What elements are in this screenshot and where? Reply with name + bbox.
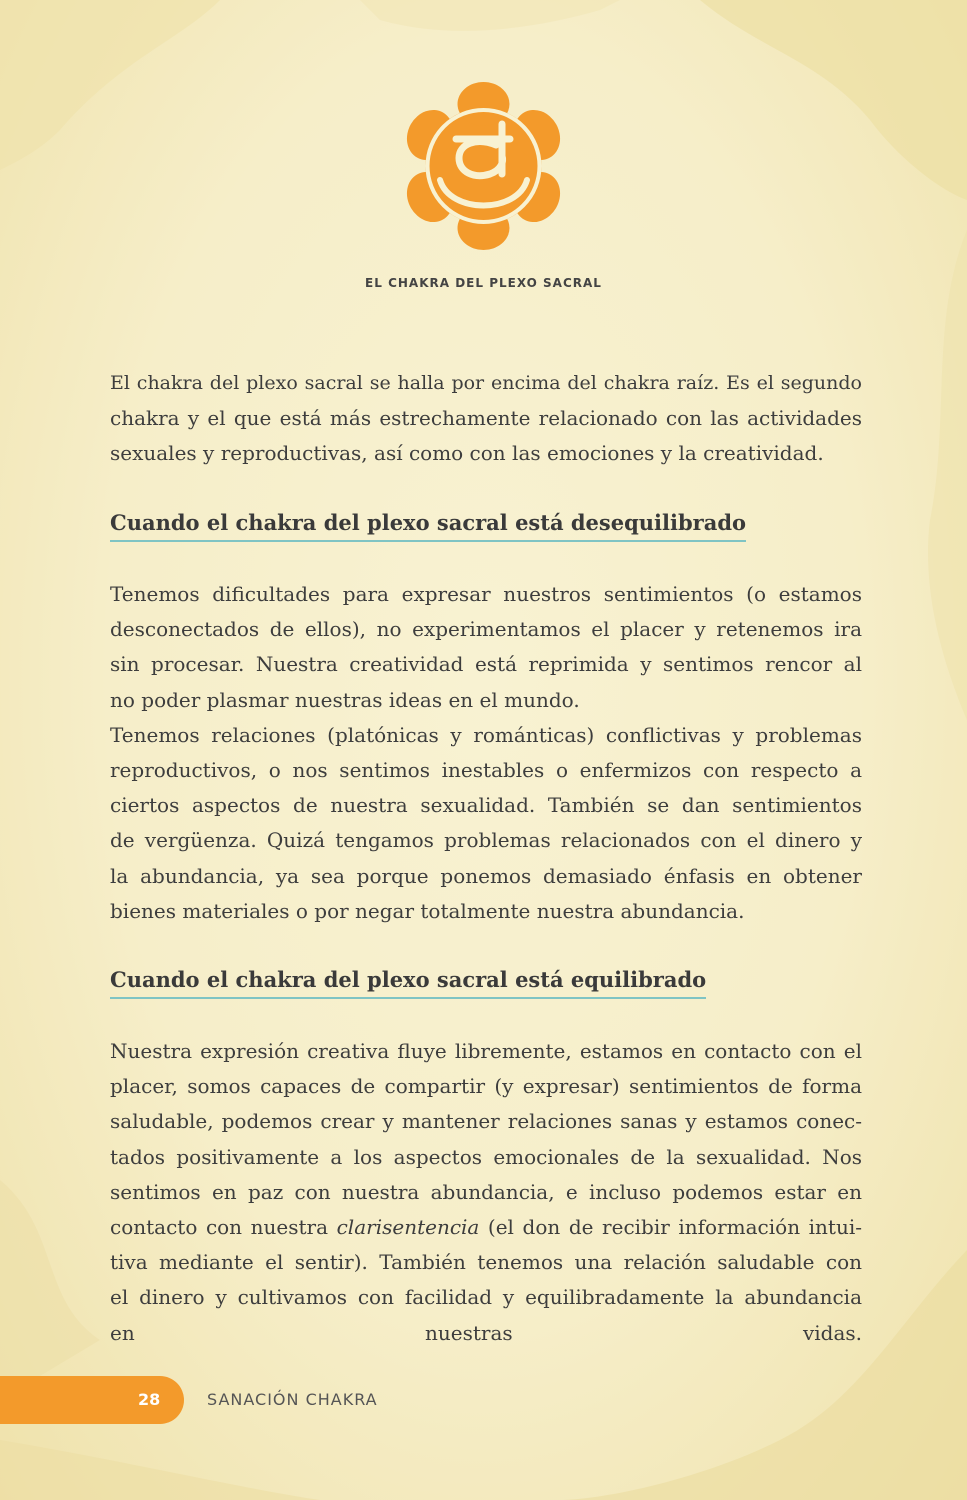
text-line: Nuestra expresión creativa fluye libremente, estamos en contacto con el: [110, 1039, 862, 1063]
page-title: EL CHAKRA DEL PLEXO SACRAL: [365, 276, 602, 290]
sacral-chakra-icon: [406, 82, 561, 250]
text-line: reproductivos, o nos sentimos inestables o enfermizos con respecto a: [110, 758, 862, 783]
text-line: en nuestras vidas.: [110, 1320, 862, 1345]
intro-paragraph: [110, 366, 862, 472]
balanced-paragraph: [110, 1034, 862, 1351]
page-number: 28: [138, 1390, 161, 1409]
text-line: ciertos aspectos de nuestra sexualidad. También se dan sentimientos: [110, 793, 862, 818]
text-line: sentimos en paz con nuestra abundancia, e incluso podemos estar en: [110, 1179, 862, 1204]
text-segment: contacto con nuestra: [110, 1215, 337, 1240]
text-line: bienes materiales o por negar totalmente nuestra abundancia.: [110, 898, 745, 923]
section-heading-unbalanced: Cuando el chakra del plexo sacral está desequilibrado: [110, 508, 746, 542]
text-line: sexuales y reproductivas, así como con las emociones y la creatividad.: [110, 441, 824, 466]
section-heading-balanced: Cuando el chakra del plexo sacral está equilibrado: [110, 965, 706, 999]
text-line: chakra y el que está más estrechamente relacionado con las actividades: [110, 406, 862, 431]
text-line: sin procesar. Nuestra creatividad está reprimida y sentimos rencor al: [110, 652, 862, 677]
text-line-with-italic: [110, 1210, 862, 1245]
text-line: de vergüenza. Quizá tengamos problemas relacionados con el dinero y: [110, 828, 862, 853]
text-line: no poder plasmar nuestras ideas en el mundo.: [110, 687, 580, 712]
running-footer-title: SANACIÓN CHAKRA: [207, 1390, 378, 1409]
unbalanced-paragraph: [110, 577, 862, 929]
text-line: tados positivamente a los aspectos emocionales de la sexualidad. Nos: [110, 1144, 862, 1169]
text-line: desconectados de ellos), no experimentamos el placer y retenemos ira: [110, 617, 862, 642]
text-line: tiva mediante el sentir). También tenemos una relación saludable con: [110, 1250, 862, 1275]
text-line: Tenemos relaciones (platónicas y románticas) conflictivas y problemas: [110, 722, 862, 747]
text-segment: (el don de recibir información intui-: [487, 1215, 862, 1240]
text-line: la abundancia, ya sea porque ponemos demasiado énfasis en obtener: [110, 863, 862, 888]
text-line: saludable, podemos crear y mantener relaciones sanas y estamos conec-: [110, 1109, 862, 1134]
italic-term: clarisentencia: [336, 1215, 480, 1240]
text-line: El chakra del plexo sacral se halla por encima del chakra raíz. Es el segundo: [110, 372, 862, 394]
text-line: Tenemos dificultades para expresar nuestros sentimientos (o estamos: [110, 582, 862, 606]
text-line: el dinero y cultivamos con facilidad y equilibradamente la abundancia: [110, 1285, 862, 1310]
text-line: placer, somos capaces de compartir (y expresar) sentimientos de forma: [110, 1074, 862, 1099]
